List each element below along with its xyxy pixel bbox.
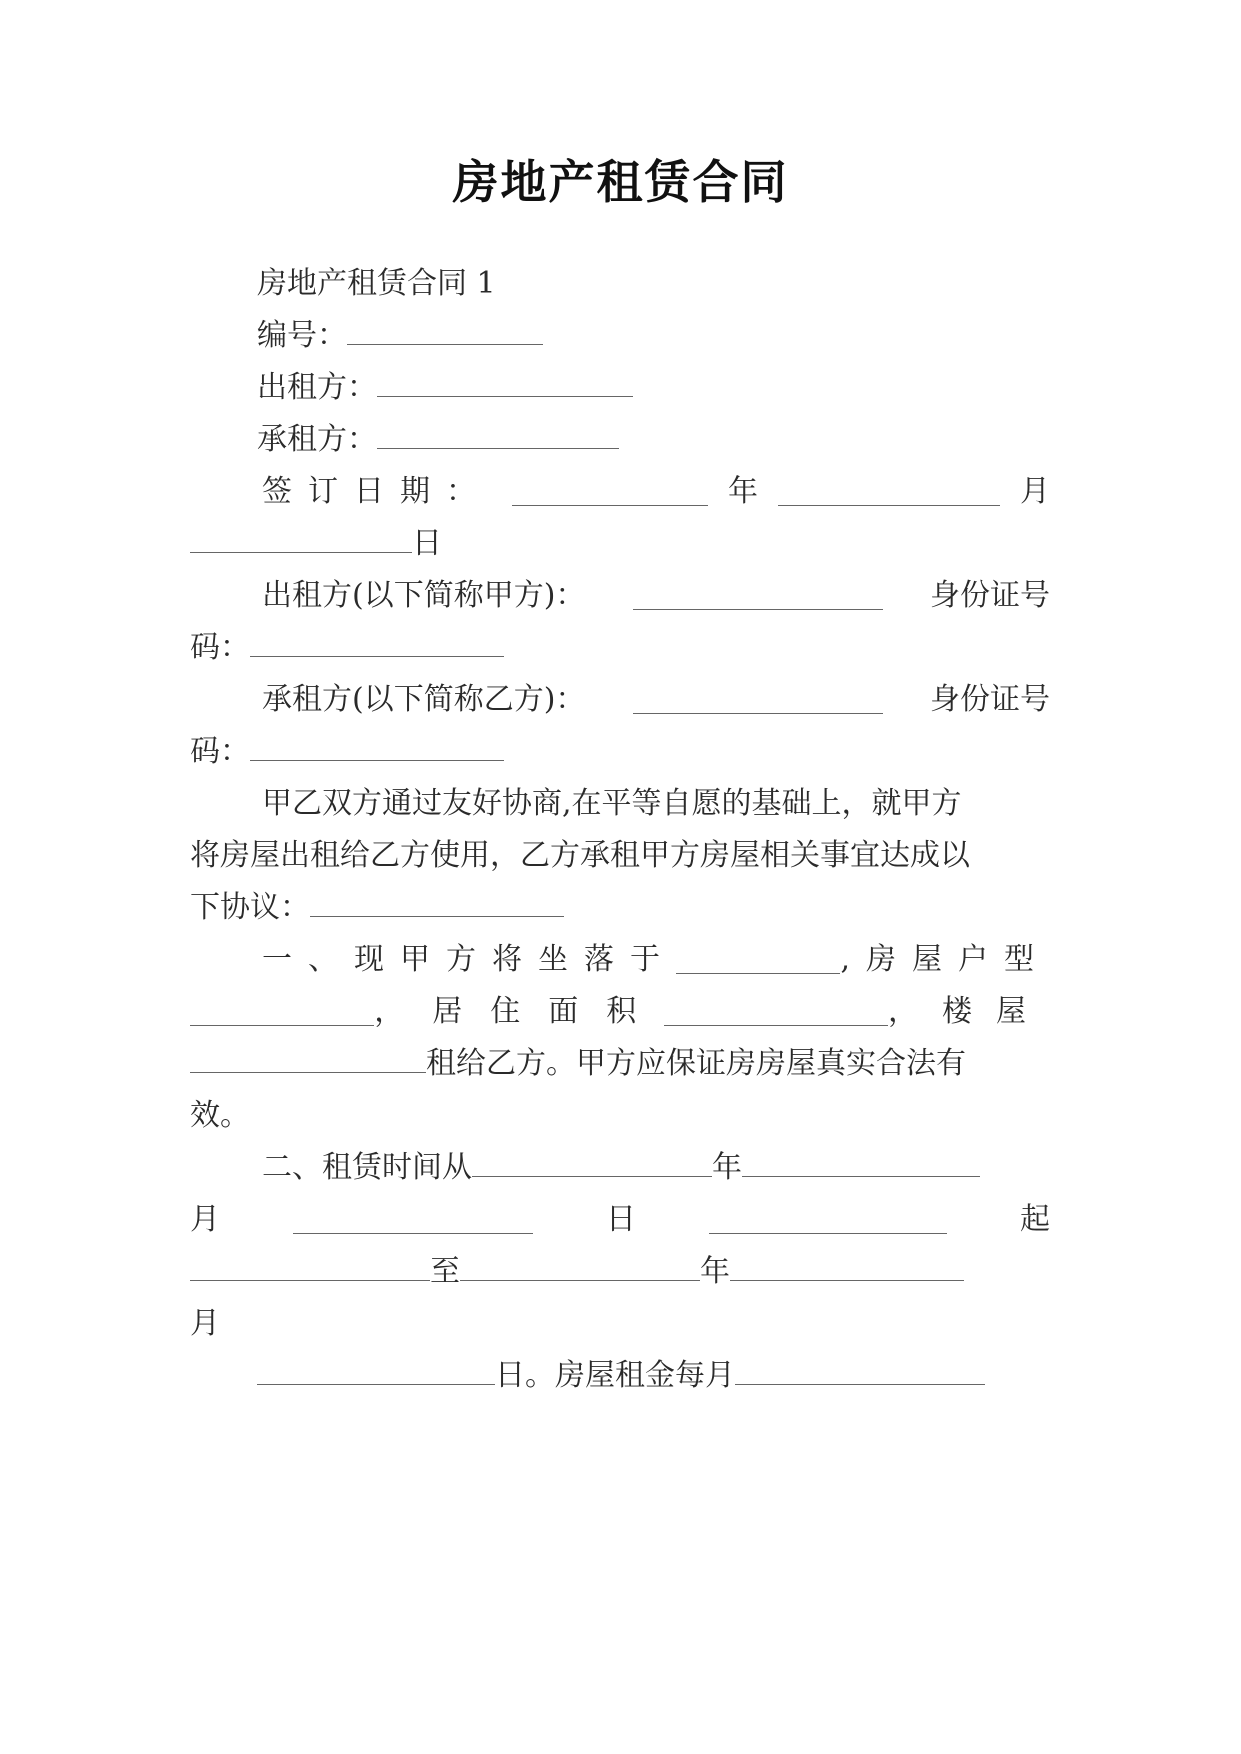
end-year-blank [460,1254,700,1281]
lessor-line [257,366,1050,410]
sign-day-blank [190,526,412,553]
clause-1-line-4: 效。 [190,1098,250,1133]
lessee-blank [377,422,619,449]
party-b-line [262,678,1050,722]
clause-2-start: 起 [1020,1202,1050,1237]
clause-1-line-2 [190,990,1050,1034]
sign-month-blank [778,479,1000,506]
clause-1-text-d: ，楼屋 [888,994,1050,1029]
clause-2-text-a: 二、租赁时间从 [262,1150,472,1185]
sign-date-line [262,470,1050,514]
clause-2-year-1: 年 [712,1150,742,1185]
party-a-id-blank [250,630,504,657]
start-day-blank [293,1207,533,1234]
clause-1-text-b: ,房屋户型 [840,942,1050,977]
party-b-label: 承租方(以下简称乙方)： [262,682,586,717]
subtitle: 房地产租赁合同 1 [257,266,496,301]
sign-day-line [190,522,1050,566]
clause-2-month-1: 月 [190,1202,220,1237]
clause-2-rent: 日。房屋租金每月 [495,1358,735,1393]
clause-2-line-3 [190,1250,1050,1294]
clause-1-text-e: 租给乙方。甲方应保证房房屋真实合法有 [426,1046,966,1081]
clause-2-line-4: 月 [190,1306,220,1341]
house-type-blank [190,999,374,1026]
intro-line-1: 甲乙双方通过友好协商,在平等自愿的基础上，就甲方 [262,786,962,821]
end-day-blank [257,1358,495,1385]
floor-blank [190,1046,426,1073]
clause-1-line-3 [190,1042,1050,1086]
rent-blank [735,1358,985,1385]
area-blank [664,999,888,1026]
intro-line-3 [190,886,1050,930]
intro-label: 下协议： [190,890,310,925]
intro-blank [310,890,564,917]
party-b-id-line [190,730,1050,774]
clause-2-year-2: 年 [700,1254,730,1289]
year-label: 年 [728,474,758,509]
party-a-label: 出租方(以下简称甲方)： [262,578,586,613]
party-a-id-line [190,626,1050,670]
party-a-id-label: 身份证号 [929,578,1050,613]
party-b-blank [633,687,883,714]
party-a-line [262,574,1050,618]
lessee-line [257,418,1050,462]
start-day-blank-2 [709,1207,947,1234]
sign-date-label: 签订日期： [262,474,492,509]
day-label: 日 [412,526,442,561]
lessee-label: 承租方： [257,422,377,457]
party-a-id-label-2: 码： [190,630,250,665]
number-blank [347,318,543,345]
clause-2-line-5 [257,1354,1050,1398]
party-b-id-blank [250,734,504,761]
lessor-blank [377,370,633,397]
document-title: 房地产租赁合同 [452,155,789,209]
party-b-id-label: 身份证号 [929,682,1050,717]
contract-number-line [257,314,1050,358]
number-label: 编号： [257,318,347,353]
clause-2-day-1: 日 [606,1202,636,1237]
lessor-label: 出租方： [257,370,377,405]
month-label: 月 [1020,474,1050,509]
end-blank-1 [190,1254,430,1281]
end-month-blank [730,1254,964,1281]
clause-2-line-2 [190,1198,1050,1242]
clause-1-line-1 [262,938,1050,982]
sign-year-blank [512,479,708,506]
intro-line-2: 将房屋出租给乙方使用，乙方承租甲方房屋相关事宜达成以 [190,838,970,873]
location-blank [676,947,840,974]
clause-2-to: 至 [430,1254,460,1289]
clause-2-line-1 [262,1146,1050,1190]
party-a-blank [633,583,883,610]
start-month-blank [742,1150,980,1177]
clause-1-text-c: ，居住面积 [374,994,665,1029]
start-year-blank [472,1150,712,1177]
party-b-id-label-2: 码： [190,734,250,769]
clause-1-text-a: 一、现甲方将坐落于 [262,942,676,977]
